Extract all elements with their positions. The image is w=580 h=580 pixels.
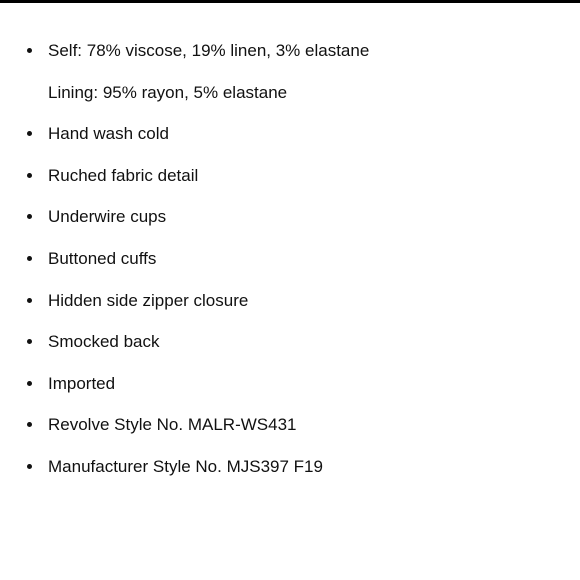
list-item-cuffs — [0, 238, 580, 280]
bullet-icon — [27, 173, 32, 178]
list-item-text: Hand wash cold — [48, 124, 169, 144]
list-item-smocked — [0, 321, 580, 363]
list-item-care — [0, 113, 580, 155]
bullet-icon — [27, 214, 32, 219]
bullet-icon — [27, 298, 32, 303]
list-item-zipper — [0, 280, 580, 322]
bullet-icon — [27, 48, 32, 53]
bullet-icon — [27, 422, 32, 427]
list-item-text: Hidden side zipper closure — [48, 290, 249, 310]
list-item-imported — [0, 363, 580, 405]
list-item-text: Buttoned cuffs — [48, 248, 157, 268]
bullet-icon — [27, 131, 32, 136]
list-item-text: Smocked back — [48, 332, 160, 352]
list-item-fabric-self — [0, 30, 580, 72]
product-details-list — [0, 30, 580, 488]
bullet-icon — [27, 256, 32, 261]
list-item-text: Ruched fabric detail — [48, 165, 199, 185]
list-item-text: Imported — [48, 373, 116, 393]
list-item-text: Lining: 95% rayon, 5% elastane — [48, 82, 288, 102]
list-item-text: Underwire cups — [48, 207, 167, 227]
list-item-manufacturer-style — [0, 446, 580, 488]
list-item-fabric-lining — [0, 72, 580, 114]
list-item-underwire — [0, 196, 580, 238]
list-item-text: Revolve Style No. MALR-WS431 — [48, 415, 297, 435]
list-item-text: Manufacturer Style No. MJS397 F19 — [48, 456, 323, 476]
bullet-icon — [27, 339, 32, 344]
top-border — [0, 0, 580, 3]
list-item-text: Self: 78% viscose, 19% linen, 3% elastane — [48, 41, 370, 60]
list-item-ruched — [0, 155, 580, 197]
bullet-icon — [27, 464, 32, 469]
bullet-icon — [27, 381, 32, 386]
list-item-revolve-style — [0, 404, 580, 446]
